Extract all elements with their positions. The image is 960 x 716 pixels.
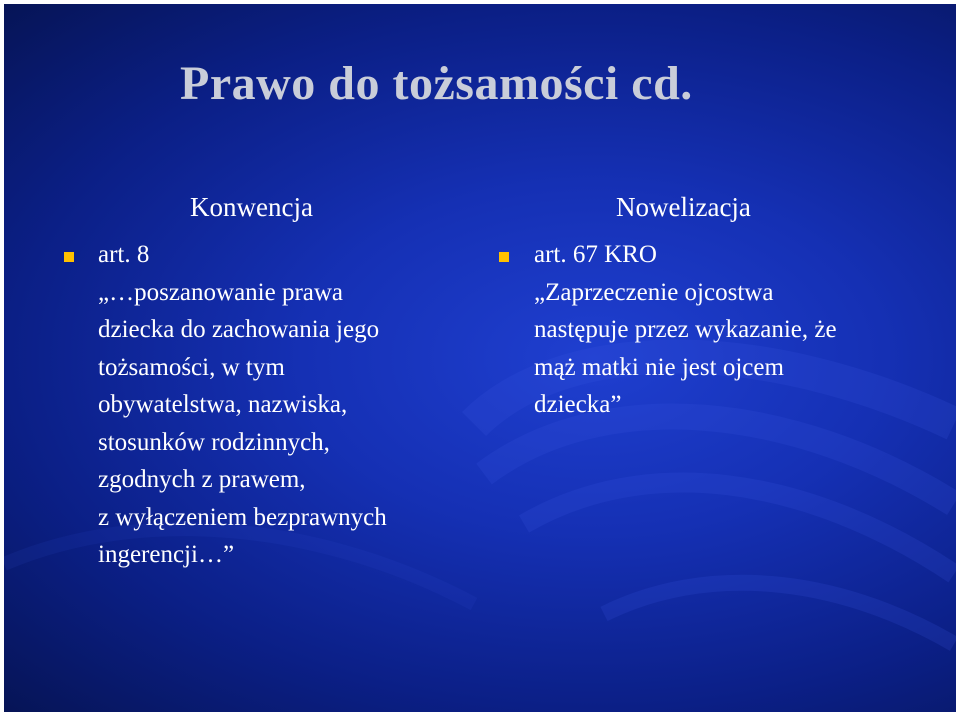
right-column-text (534, 236, 954, 424)
slide (4, 4, 956, 712)
text-line: zgodnych z prawem, (98, 466, 306, 493)
text-line: stosunków rodzinnych, (98, 428, 330, 456)
text-line: dziecka” (534, 391, 622, 418)
text-line: obywatelstwa, nazwiska, (98, 391, 348, 418)
bullet-square-icon (499, 252, 509, 262)
text-line: „…poszanowanie prawa (98, 278, 344, 306)
text-line: tożsamości, w tym (98, 353, 285, 381)
bullet-square-icon (64, 252, 74, 262)
text-line: mąż matki nie jest ojcem (534, 353, 784, 381)
left-column-text (98, 236, 478, 574)
text-line: „Zaprzeczenie ojcostwa (534, 278, 774, 306)
text-line: następuje przez wykazanie, że (534, 316, 837, 343)
slide-title: Prawo do tożsamości cd. (180, 57, 693, 110)
text-line: z wyłączeniem bezprawnych (98, 503, 387, 531)
text-line: art. 67 KRO (534, 241, 657, 268)
right-column-heading: Nowelizacja (616, 192, 751, 222)
left-column-heading: Konwencja (190, 192, 313, 222)
text-line: dziecka do zachowania jego (98, 316, 380, 343)
text-line: art. 8 (98, 241, 150, 268)
text-line: ingerencji…” (98, 541, 235, 568)
